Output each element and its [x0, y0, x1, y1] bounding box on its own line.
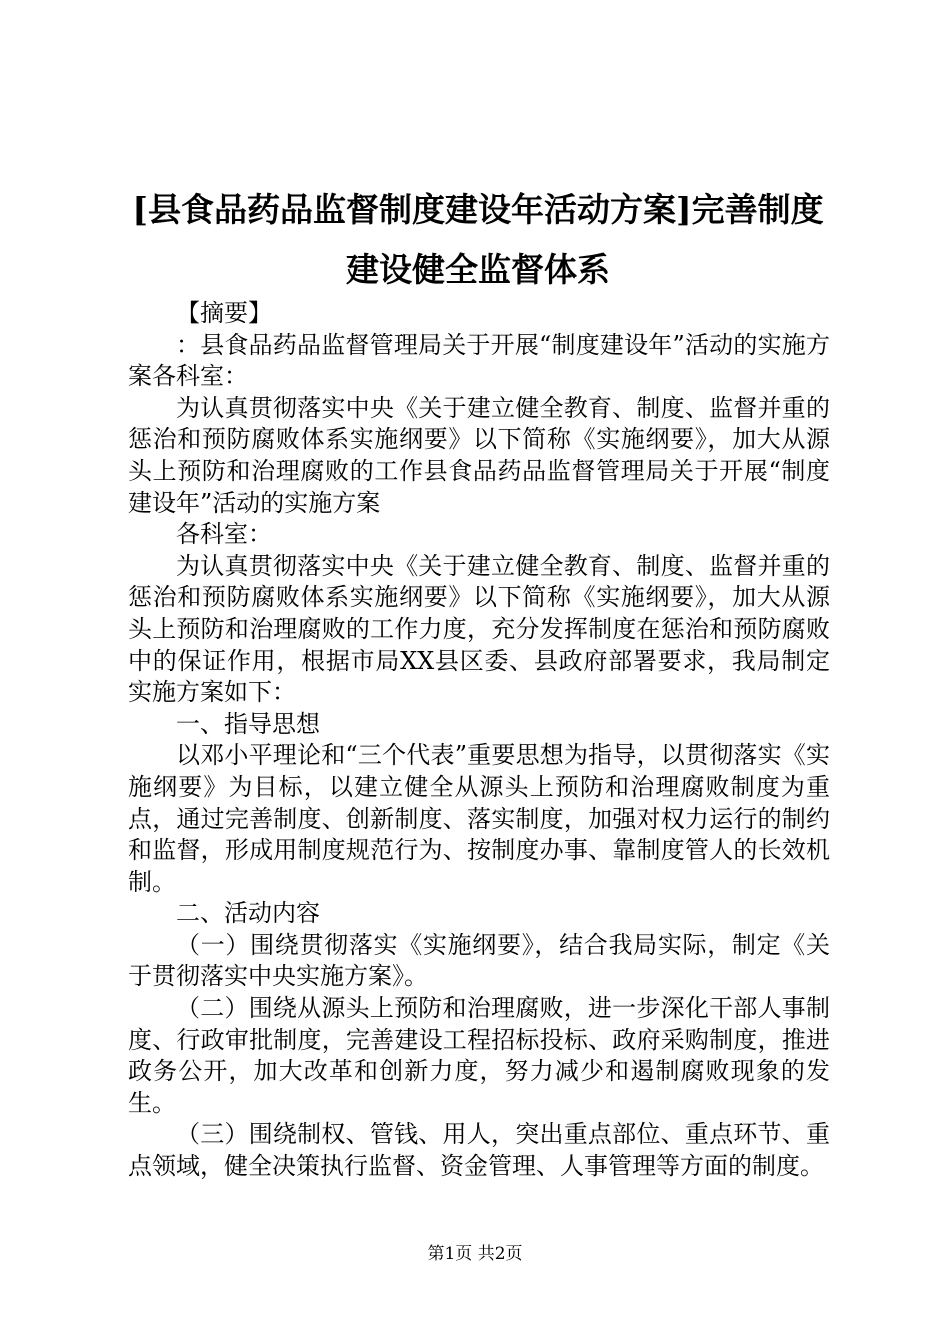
document-title: [县食品药品监督制度建设年活动方案]完善制度建设健全监督体系: [132, 190, 824, 289]
paragraph-abstract-label: 【摘要】: [176, 299, 272, 327]
paragraph: ：县食品药品监督管理局关于开展“制度建设年”活动的实施方案各科室：: [128, 330, 830, 391]
paragraph: 为认真贯彻落实中央《关于建立健全教育、制度、监督并重的惩治和预防腐败体系实施纲要》以下简称《实施纲要》，加大从源头上预防和治理腐败的工作力度，充分发挥制度在惩治和预防腐败中的保证作用，根据市局XX县区委、县政府部署要求，我局制定实施方案如下：: [128, 551, 830, 707]
document-body: [128, 298, 830, 1183]
paragraph: （三）围绕制权、管钱、用人，突出重点部位、重点环节、重点领域，健全决策执行监督、资金管理、人事管理等方面的制度。: [128, 1120, 830, 1181]
paragraph: 各科室：: [176, 520, 272, 549]
paragraph: 以邓小平理论和“三个代表”重要思想为指导，以贯彻落实《实施纲要》为目标，以建立健全从源头上预防和治理腐败制度为重点，通过完善制度、创新制度、落实制度，加强对权力运行的制约和监督，形成用制度规范行为、按制度办事、靠制度管人的长效机制。: [128, 741, 830, 896]
section-heading: 二、活动内容: [176, 899, 320, 928]
paragraph: （一）围绕贯彻落实《实施纲要》，结合我局实际，制定《关于贯彻落实中央实施方案》。: [128, 930, 830, 991]
section-heading: 一、指导思想: [176, 709, 320, 738]
paragraph: （二）围绕从源头上预防和治理腐败，进一步深化干部人事制度、行政审批制度，完善建设工程招标投标、政府采购制度，推进政务公开，加大改革和创新力度，努力减少和遏制腐败现象的发生。: [128, 994, 830, 1117]
paragraph: 为认真贯彻落实中央《关于建立健全教育、制度、监督并重的惩治和预防腐败体系实施纲要》以下简称《实施纲要》，加大从源头上预防和治理腐败的工作县食品药品监督管理局关于开展“制度建设年”活动的实施方案: [128, 393, 830, 517]
page-footer: 第1页 共2页: [427, 1244, 523, 1264]
